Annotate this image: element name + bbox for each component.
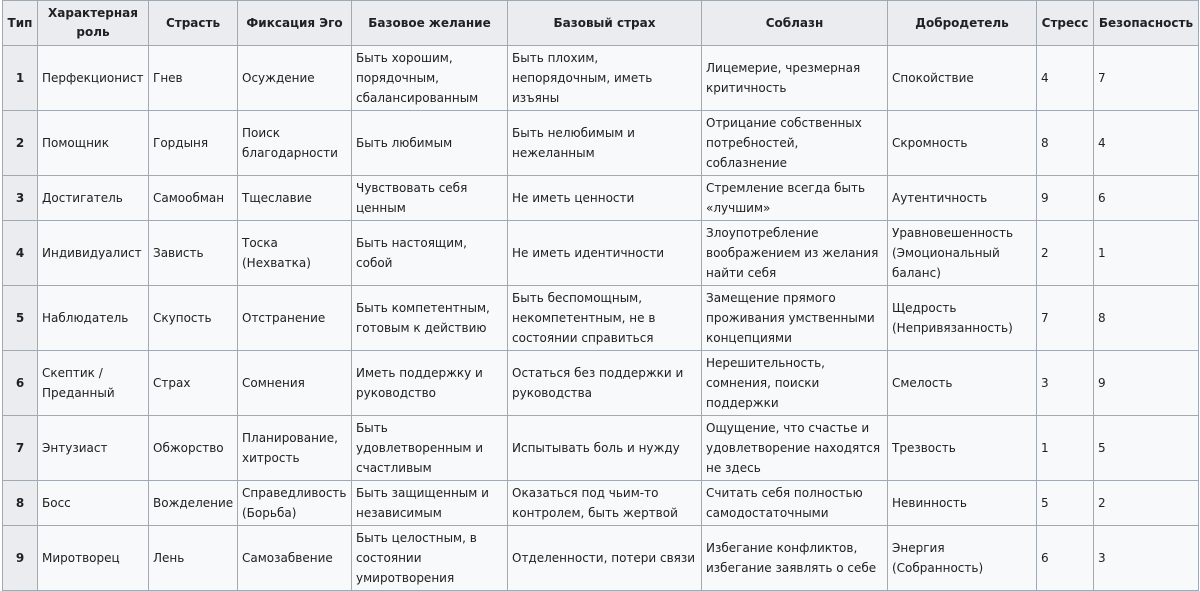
header-ego-fixation: Фиксация Эго	[238, 1, 352, 46]
cell-type: 9	[3, 526, 38, 591]
cell-security: 6	[1094, 176, 1199, 221]
cell-basic-fear: Отделенности, потери связи	[508, 526, 702, 591]
cell-role: Наблюдатель	[38, 286, 149, 351]
cell-basic-fear: Не иметь идентичности	[508, 221, 702, 286]
cell-basic-fear: Быть нелюбимым и нежеланным	[508, 111, 702, 176]
cell-passion: Страх	[149, 351, 238, 416]
header-passion: Страсть	[149, 1, 238, 46]
cell-role: Скептик / Преданный	[38, 351, 149, 416]
cell-basic-desire: Быть целостным, в состоянии умиротворения	[352, 526, 508, 591]
table-row	[3, 526, 1199, 591]
cell-security: 2	[1094, 481, 1199, 526]
table-row	[3, 176, 1199, 221]
cell-virtue: Уравновешенность (Эмоциональный баланс)	[888, 221, 1037, 286]
cell-stress: 3	[1037, 351, 1094, 416]
cell-role: Индивидуалист	[38, 221, 149, 286]
cell-passion: Лень	[149, 526, 238, 591]
cell-basic-fear: Остаться без поддержки и руководства	[508, 351, 702, 416]
cell-ego-fixation: Отстранение	[238, 286, 352, 351]
header-virtue: Добродетель	[888, 1, 1037, 46]
cell-passion: Гнев	[149, 46, 238, 111]
cell-temptation: Избегание конфликтов, избегание заявлять о себе	[702, 526, 888, 591]
header-stress: Стресс	[1037, 1, 1094, 46]
header-basic-desire: Базовое желание	[352, 1, 508, 46]
cell-virtue: Спокойствие	[888, 46, 1037, 111]
cell-stress: 8	[1037, 111, 1094, 176]
cell-ego-fixation: Справедливость (Борьба)	[238, 481, 352, 526]
cell-type: 4	[3, 221, 38, 286]
cell-basic-desire: Быть хорошим, порядочным, сбалансированным	[352, 46, 508, 111]
cell-role: Энтузиаст	[38, 416, 149, 481]
cell-temptation: Стремление всегда быть «лучшим»	[702, 176, 888, 221]
header-temptation: Соблазн	[702, 1, 888, 46]
cell-type: 2	[3, 111, 38, 176]
cell-temptation: Считать себя полностью самодостаточными	[702, 481, 888, 526]
cell-type: 6	[3, 351, 38, 416]
table-row	[3, 351, 1199, 416]
cell-security: 8	[1094, 286, 1199, 351]
cell-stress: 4	[1037, 46, 1094, 111]
cell-temptation: Лицемерие, чрезмерная критичность	[702, 46, 888, 111]
table-row	[3, 286, 1199, 351]
cell-security: 4	[1094, 111, 1199, 176]
cell-role: Босс	[38, 481, 149, 526]
cell-stress: 2	[1037, 221, 1094, 286]
cell-type: 7	[3, 416, 38, 481]
cell-ego-fixation: Планирование, хитрость	[238, 416, 352, 481]
cell-ego-fixation: Тоска (Нехватка)	[238, 221, 352, 286]
cell-ego-fixation: Тщеславие	[238, 176, 352, 221]
cell-temptation: Нерешительность, сомнения, поиски поддержки	[702, 351, 888, 416]
header-security: Безопасность	[1094, 1, 1199, 46]
cell-type: 3	[3, 176, 38, 221]
cell-role: Достигатель	[38, 176, 149, 221]
table-row	[3, 221, 1199, 286]
cell-passion: Зависть	[149, 221, 238, 286]
cell-temptation: Отрицание собственных потребностей, соблазнение	[702, 111, 888, 176]
cell-basic-desire: Быть удовлетворенным и счастливым	[352, 416, 508, 481]
cell-type: 8	[3, 481, 38, 526]
cell-temptation: Ощущение, что счастье и удовлетворение находятся не здесь	[702, 416, 888, 481]
cell-passion: Вожделение	[149, 481, 238, 526]
cell-virtue: Скромность	[888, 111, 1037, 176]
cell-role: Помощник	[38, 111, 149, 176]
cell-type: 1	[3, 46, 38, 111]
cell-passion: Самообман	[149, 176, 238, 221]
cell-security: 3	[1094, 526, 1199, 591]
cell-stress: 5	[1037, 481, 1094, 526]
cell-basic-desire: Иметь поддержку и руководство	[352, 351, 508, 416]
cell-basic-fear: Быть беспомощным, некомпетентным, не в состоянии справиться	[508, 286, 702, 351]
cell-temptation: Замещение прямого проживания умственными концепциями	[702, 286, 888, 351]
cell-basic-desire: Чувствовать себя ценным	[352, 176, 508, 221]
cell-basic-desire: Быть защищенным и независимым	[352, 481, 508, 526]
cell-basic-desire: Быть компетентным, готовым к действию	[352, 286, 508, 351]
cell-security: 9	[1094, 351, 1199, 416]
cell-basic-fear: Быть плохим, непорядочным, иметь изъяны	[508, 46, 702, 111]
cell-ego-fixation: Сомнения	[238, 351, 352, 416]
cell-virtue: Невинность	[888, 481, 1037, 526]
cell-security: 7	[1094, 46, 1199, 111]
cell-virtue: Смелость	[888, 351, 1037, 416]
table-header-row	[3, 1, 1199, 46]
enneagram-table	[2, 0, 1199, 591]
cell-basic-desire: Быть настоящим, собой	[352, 221, 508, 286]
header-basic-fear: Базовый страх	[508, 1, 702, 46]
cell-passion: Обжорство	[149, 416, 238, 481]
table-row	[3, 481, 1199, 526]
cell-ego-fixation: Осуждение	[238, 46, 352, 111]
cell-basic-desire: Быть любимым	[352, 111, 508, 176]
cell-stress: 1	[1037, 416, 1094, 481]
cell-passion: Гордыня	[149, 111, 238, 176]
cell-temptation: Злоупотребление воображением из желания найти себя	[702, 221, 888, 286]
cell-virtue: Аутентичность	[888, 176, 1037, 221]
table-row	[3, 111, 1199, 176]
cell-ego-fixation: Поиск благодарности	[238, 111, 352, 176]
cell-stress: 6	[1037, 526, 1094, 591]
header-type: Тип	[3, 1, 38, 46]
cell-basic-fear: Оказаться под чьим-то контролем, быть жертвой	[508, 481, 702, 526]
cell-security: 5	[1094, 416, 1199, 481]
table-row	[3, 416, 1199, 481]
cell-passion: Скупость	[149, 286, 238, 351]
header-role: Характерная роль	[38, 1, 149, 46]
cell-basic-fear: Испытывать боль и нужду	[508, 416, 702, 481]
cell-ego-fixation: Самозабвение	[238, 526, 352, 591]
cell-type: 5	[3, 286, 38, 351]
cell-stress: 9	[1037, 176, 1094, 221]
cell-basic-fear: Не иметь ценности	[508, 176, 702, 221]
cell-role: Миротворец	[38, 526, 149, 591]
cell-role: Перфекционист	[38, 46, 149, 111]
cell-stress: 7	[1037, 286, 1094, 351]
cell-virtue: Щедрость (Непривязанность)	[888, 286, 1037, 351]
cell-virtue: Энергия (Собранность)	[888, 526, 1037, 591]
table-row	[3, 46, 1199, 111]
cell-security: 1	[1094, 221, 1199, 286]
cell-virtue: Трезвость	[888, 416, 1037, 481]
